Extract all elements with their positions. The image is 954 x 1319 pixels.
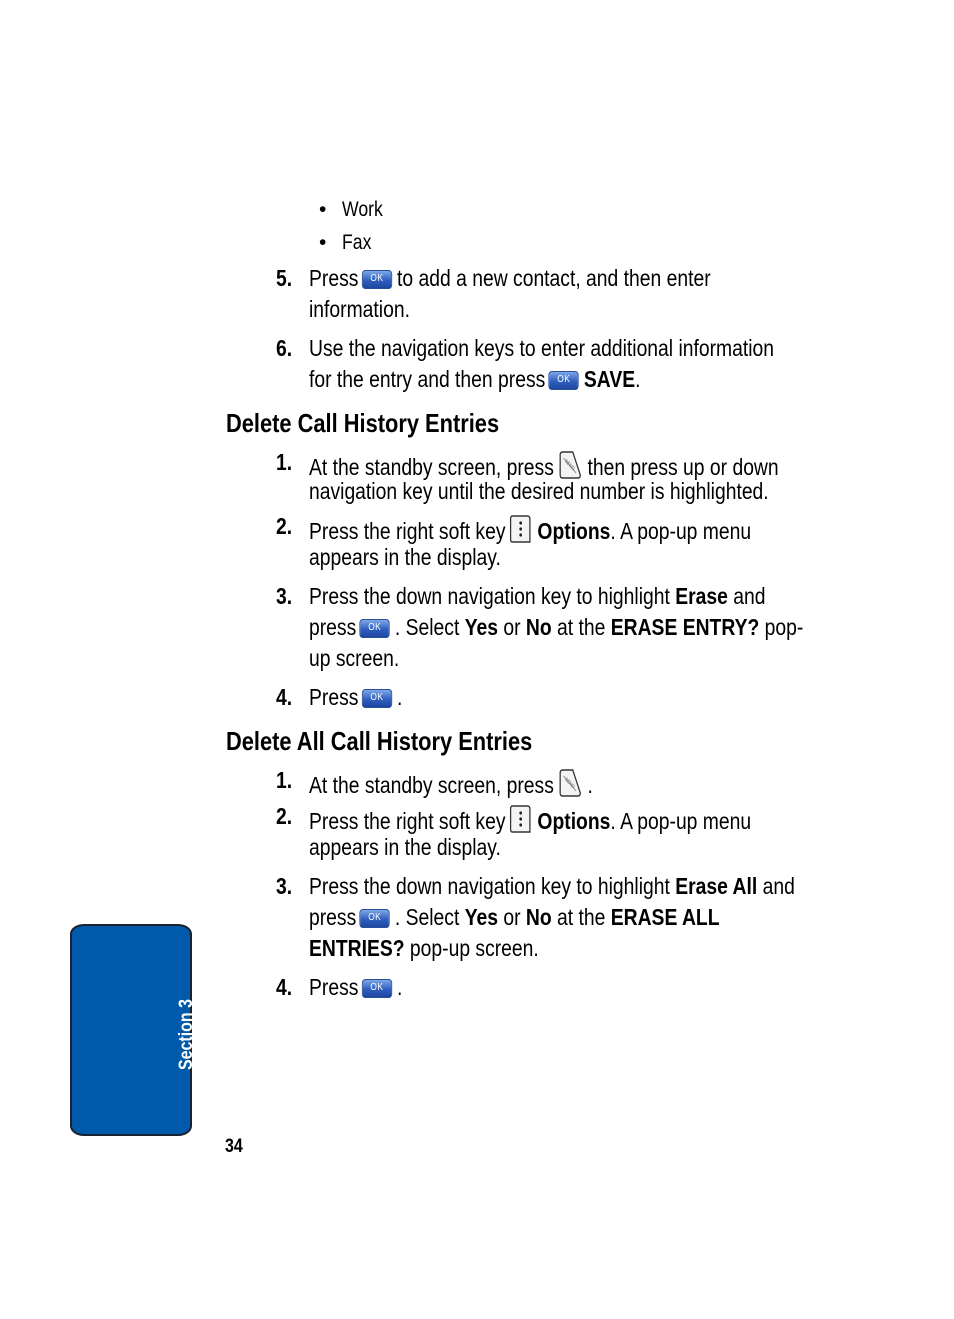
ok-key-icon: OK — [549, 371, 579, 390]
section-tab-label: Section 3 — [176, 999, 197, 1070]
right-soft-key-icon — [509, 803, 533, 835]
step-number: 1. — [276, 767, 293, 793]
s1-step-1-line-1: At the standby screen, press SEND then press up or down — [309, 449, 868, 481]
s2-step-3-line-3: ENTRIES? pop-up screen. — [309, 935, 539, 961]
ok-key-icon: OK — [360, 909, 390, 928]
step-number: 2. — [276, 803, 293, 829]
step-number: 1. — [276, 449, 293, 475]
right-soft-key-icon — [509, 513, 533, 545]
step-number: 3. — [276, 873, 293, 899]
s1-step-2-line-2: appears in the display. — [309, 544, 501, 570]
s1-step-3-line-2: press OK . Select Yes or No at the ERASE ENTRY? pop- — [309, 614, 804, 640]
s2-step-2-line-1: Press the right soft key Options. A pop-up menu — [309, 803, 835, 835]
step-number: 4. — [276, 974, 293, 1000]
ok-key-icon: OK — [362, 689, 392, 708]
s2-step-3-line-1: Press the down navigation key to highlight Erase All and — [309, 873, 795, 899]
s2-step-4-line-1: Press OK . — [309, 974, 403, 1000]
send-key-icon — [557, 449, 582, 481]
step-number: 2. — [276, 513, 293, 539]
step-number: 3. — [276, 583, 293, 609]
section-heading-delete-call-history: Delete Call History Entries — [226, 408, 500, 438]
ok-key-icon: OK — [360, 619, 390, 638]
step-number: 4. — [276, 684, 293, 710]
s1-step-4-line-1: Press OK . — [309, 684, 403, 710]
ok-key-icon: OK — [362, 979, 392, 998]
page-number: 34 — [225, 1136, 243, 1157]
step-number: 5. — [276, 265, 293, 291]
s1-step-3-line-3: up screen. — [309, 645, 400, 671]
step-number: 6. — [276, 335, 293, 361]
s1-step-1-line-2: navigation key until the desired number is highlighted. — [309, 478, 769, 504]
svg-text:SEND: SEND — [563, 458, 576, 472]
ok-key-icon: OK — [362, 270, 392, 289]
step-5-line-2: information. — [309, 296, 410, 322]
step-5-line-1: Press OK to add a new contact, and then enter — [309, 265, 711, 291]
s2-step-2-line-2: appears in the display. — [309, 834, 501, 860]
s2-step-3-line-2: press OK . Select Yes or No at the ERASE ALL — [309, 904, 720, 930]
step-6-line-1: Use the navigation keys to enter additional information — [309, 335, 775, 361]
svg-text:SEND: SEND — [563, 776, 576, 790]
send-key-icon — [557, 767, 582, 799]
s1-step-3-line-1: Press the down navigation key to highlight Erase and — [309, 583, 766, 609]
section-heading-delete-all-call-history: Delete All Call History Entries — [226, 726, 533, 756]
s1-step-2-line-1: Press the right soft key Options. A pop-up menu — [309, 513, 835, 545]
s2-step-1-line-1: At the standby screen, press SEND . — [309, 767, 647, 799]
step-6-line-2: for the entry and then press OK SAVE. — [309, 366, 641, 392]
section-tab — [70, 924, 192, 1136]
